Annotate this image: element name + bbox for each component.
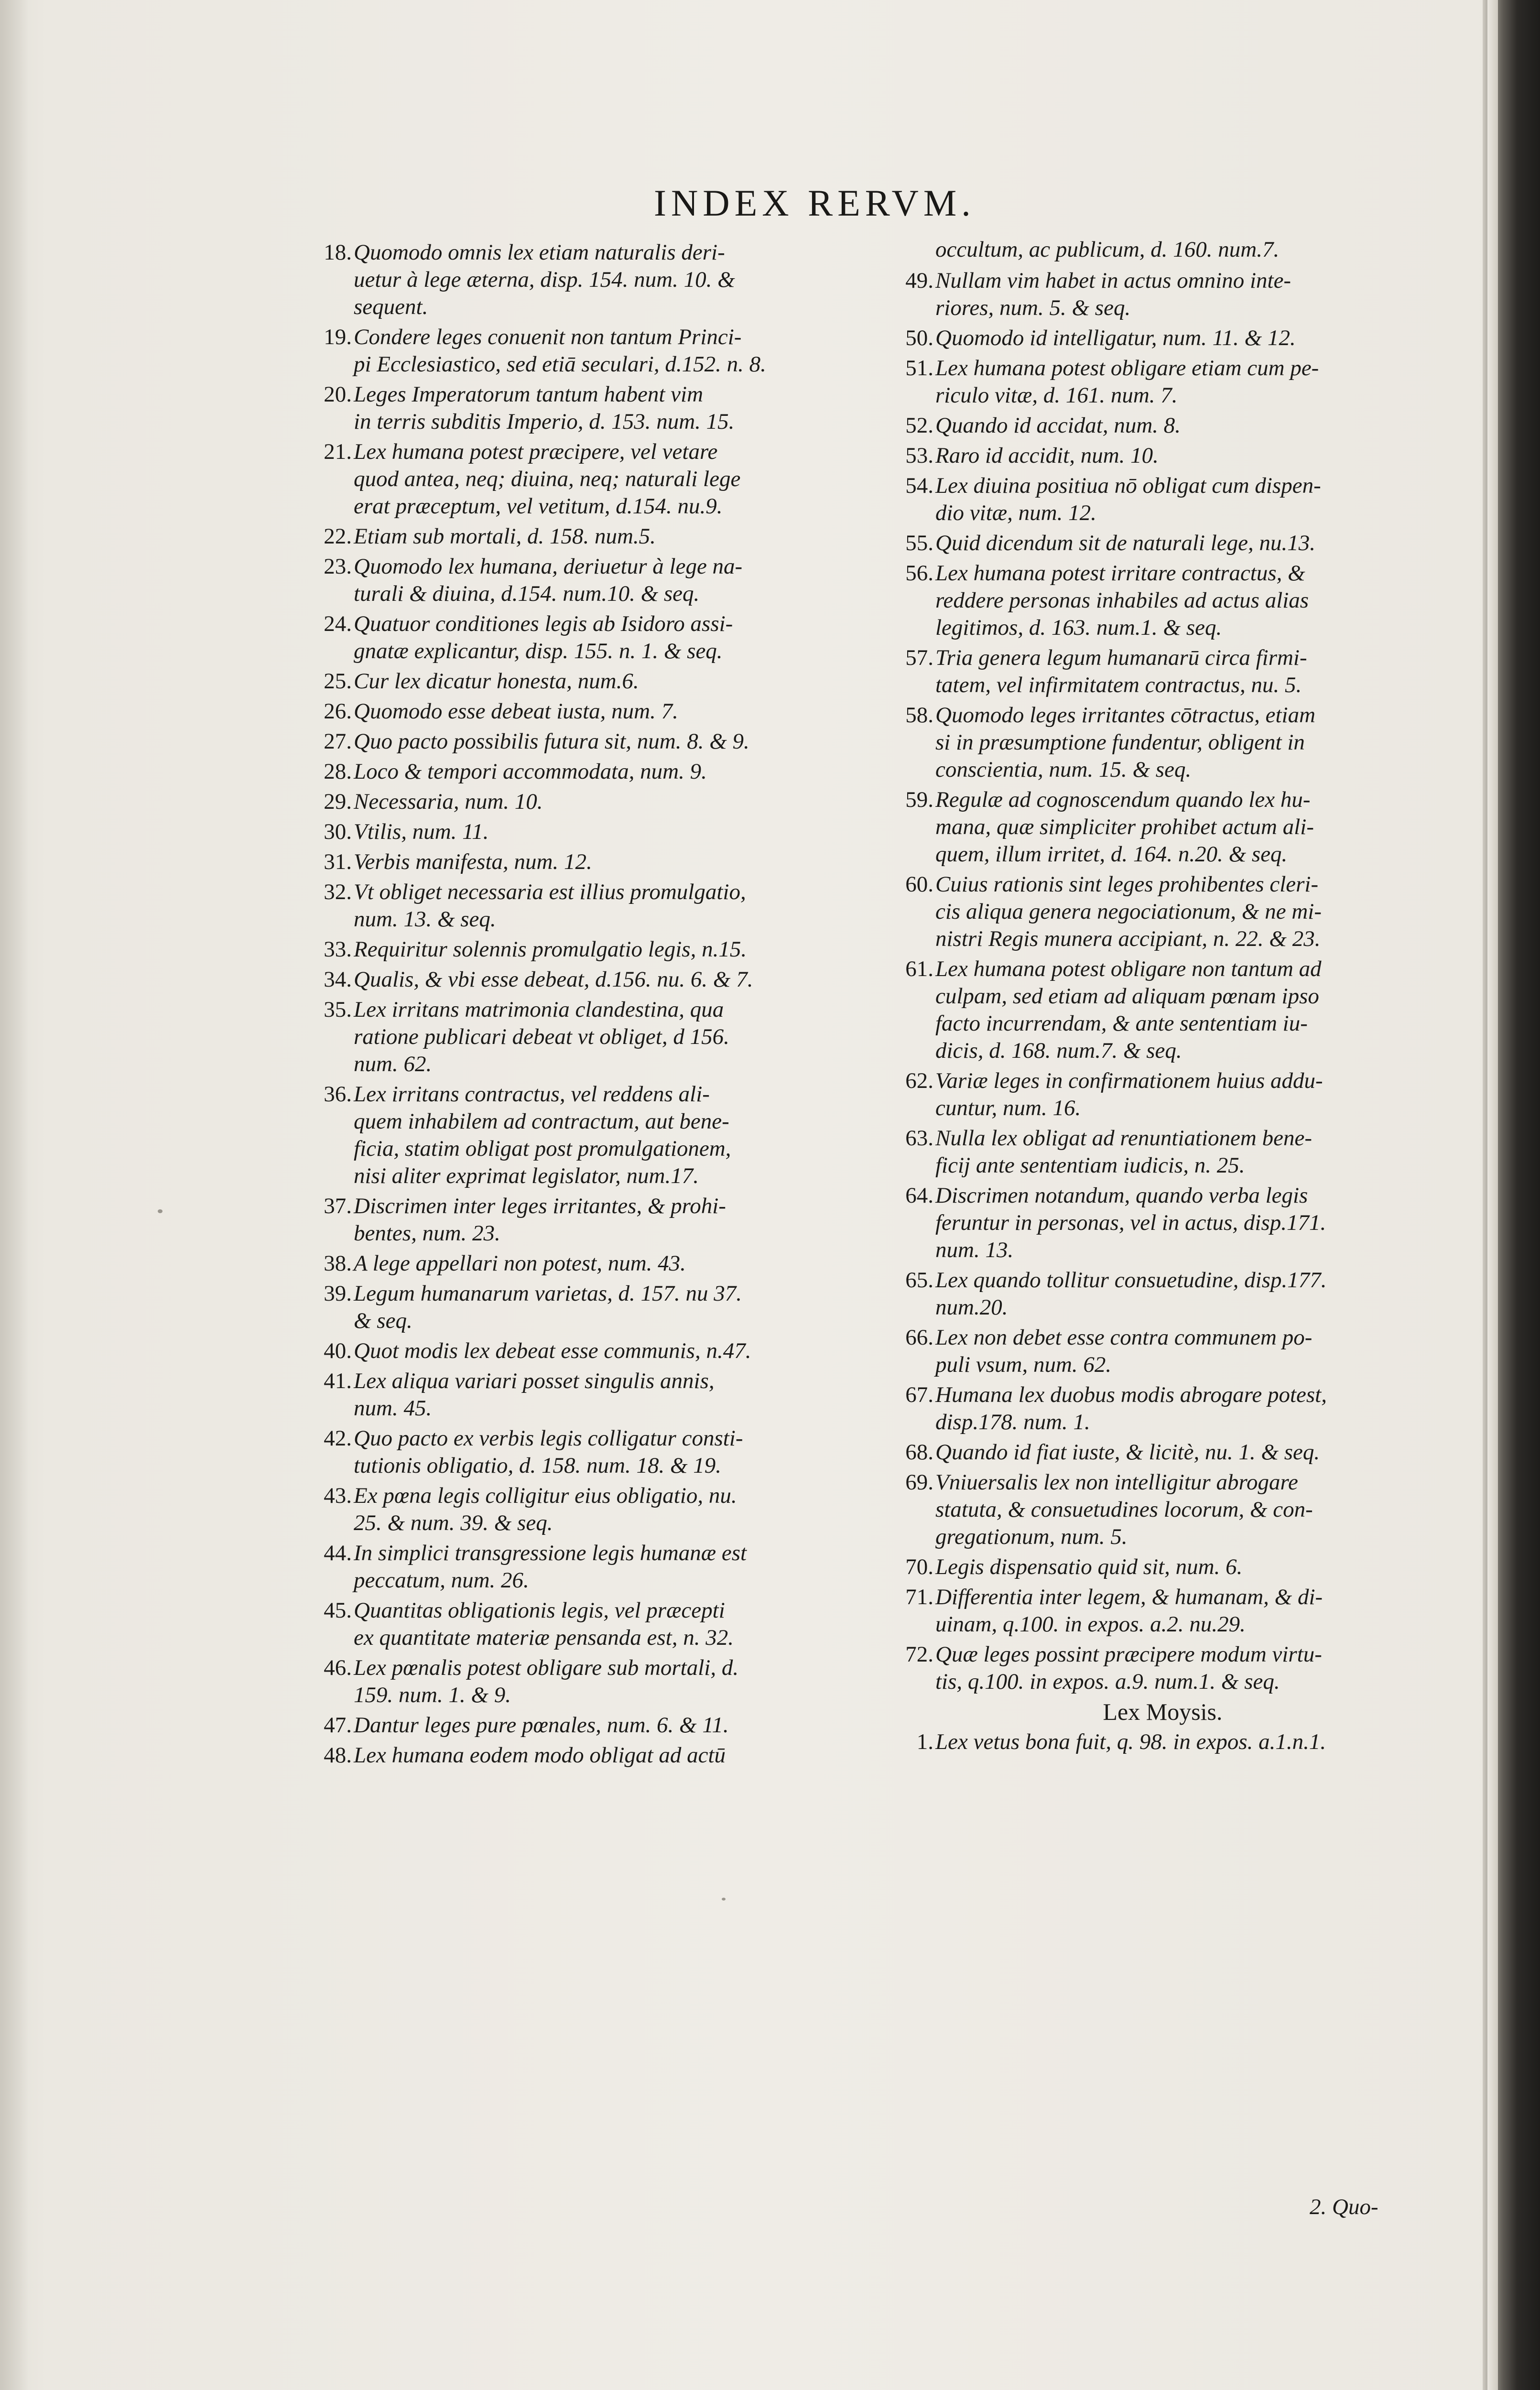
index-entry — [300, 1193, 869, 1247]
entry-text: Quomodo id intelligatur, num. 11. & 12. — [935, 326, 1296, 350]
entry-number: 46. — [324, 1655, 352, 1680]
index-entry — [300, 1368, 869, 1422]
entry-number: 26. — [324, 699, 352, 724]
entry-number: 34. — [324, 967, 352, 992]
entry-number: 60. — [905, 872, 933, 897]
index-entry — [300, 848, 869, 876]
entry-text: Raro id accidit, num. 10. — [935, 443, 1159, 468]
entry-number: 55. — [905, 531, 933, 555]
index-entry — [300, 668, 869, 695]
index-entry — [300, 1597, 869, 1651]
entry-text: Lex quando tollitur consuetudine, disp.177. num.20. — [935, 1268, 1327, 1320]
index-entry — [882, 1182, 1443, 1264]
entry-text: Etiam sub mortali, d. 158. num.5. — [354, 524, 656, 549]
entry-number: 29. — [324, 789, 352, 814]
entry-text: Nullam vim habet in actus omnino inte- riores, num. 5. & seq. — [935, 268, 1291, 320]
entry-text: Quo pacto ex verbis legis colligatur consti- tutionis obligatio, d. 158. num. 18. & 19. — [354, 1426, 743, 1478]
entry-text: Quomodo lex humana, deriuetur à lege na- turali & diuina, d.154. num.10. & seq. — [354, 554, 743, 606]
entry-text: Lex pœnalis potest obligare sub mortali, d. 159. num. 1. & 9. — [354, 1655, 739, 1707]
entry-number: 23. — [324, 554, 352, 579]
entry-number: 41. — [324, 1369, 352, 1393]
entry-text: Lex irritans matrimonia clandestina, qua ratione publicari debeat vt obliget, d 156. num. 62. — [354, 997, 729, 1076]
entry-number: 33. — [324, 937, 352, 962]
index-entry — [882, 325, 1443, 352]
entry-number: 25. — [324, 669, 352, 694]
entry-number: 38. — [324, 1251, 352, 1276]
entry-text: Lex humana potest præcipere, vel vetare quod antea, neq; diuina, neq; naturali lege erat præceptum, vel vetitum, d.154. nu.9. — [354, 439, 741, 519]
index-entry — [300, 1250, 869, 1277]
entry-number: 18. — [324, 240, 352, 265]
entry-number: 64. — [905, 1183, 933, 1208]
index-entry — [300, 381, 869, 435]
index-entry — [300, 728, 869, 755]
index-entry — [300, 239, 869, 321]
entry-text: Requiritur solennis promulgatio legis, n.15. — [354, 937, 747, 962]
index-entry — [300, 610, 869, 665]
index-column-left — [300, 239, 869, 1772]
index-entry — [882, 1324, 1443, 1379]
entry-text: Leges Imperatorum tantum habent vim in terris subditis Imperio, d. 153. num. 15. — [354, 382, 735, 434]
entry-number: 51. — [905, 356, 933, 380]
index-entry — [882, 702, 1443, 783]
entry-text: Lex irritans contractus, vel reddens ali- quem inhabilem ad contractum, aut bene- ficia, statim obligat post promulgationem, nisi aliter exprimat legislator, num.17. — [354, 1082, 731, 1188]
entry-text: Loco & tempori accommodata, num. 9. — [354, 759, 707, 784]
entry-number: 21. — [324, 439, 352, 464]
entry-number: 42. — [324, 1426, 352, 1451]
index-entry — [300, 966, 869, 993]
gutter-shadow — [0, 0, 29, 2390]
entry-number: 45. — [324, 1598, 352, 1623]
index-entry — [300, 1712, 869, 1739]
entry-number: 49. — [905, 268, 933, 293]
entry-text: Lex non debet esse contra communem po- puli vsum, num. 62. — [935, 1325, 1312, 1377]
index-entry — [882, 644, 1443, 699]
entry-text: Necessaria, num. 10. — [354, 789, 543, 814]
entry-number: 20. — [324, 382, 352, 407]
index-entry — [882, 1728, 1443, 1756]
index-entry — [300, 818, 869, 846]
entry-text: Dantur leges pure pœnales, num. 6. & 11. — [354, 1713, 729, 1738]
index-entry — [300, 1425, 869, 1479]
index-entry — [300, 1482, 869, 1537]
entry-text: Verbis manifesta, num. 12. — [354, 849, 592, 874]
entry-number: 40. — [324, 1338, 352, 1363]
continued-entry: occultum, ac publicum, d. 160. num.7. — [935, 237, 1280, 262]
section-entries — [882, 1728, 1443, 1756]
index-entry — [300, 758, 869, 785]
index-entry — [882, 412, 1443, 439]
entry-text: Quomodo leges irritantes cōtractus, etiam si in præsumptione fundentur, obligent in conscientia, num. 15. & seq. — [935, 703, 1316, 782]
index-entry — [882, 530, 1443, 557]
index-entry — [882, 472, 1443, 527]
index-entry — [300, 438, 869, 520]
entry-text: Lex humana potest irritare contractus, & reddere personas inhabiles ad actus alias legitimos, d. 163. num.1. & seq. — [935, 561, 1309, 640]
index-column-right — [882, 236, 1443, 1759]
entry-text: Quomodo esse debeat iusta, num. 7. — [354, 699, 678, 724]
index-entry — [882, 786, 1443, 868]
entry-text: Humana lex duobus modis abrogare potest, disp.178. num. 1. — [935, 1382, 1327, 1434]
paper-speck — [722, 1898, 726, 1901]
entry-text: Lex humana potest obligare etiam cum pe- riculo vitæ, d. 161. num. 7. — [935, 356, 1319, 408]
entry-number: 66. — [905, 1325, 933, 1350]
entry-text: Cur lex dicatur honesta, num.6. — [354, 669, 639, 694]
entry-text: A lege appellari non potest, num. 43. — [354, 1251, 686, 1276]
entry-number: 62. — [905, 1068, 933, 1093]
index-entry — [882, 1439, 1443, 1466]
entry-number: 70. — [905, 1554, 933, 1579]
index-entry — [300, 553, 869, 608]
index-entry — [882, 442, 1443, 469]
entry-text: Condere leges conuenit non tantum Princi- pi Ecclesiastico, sed etiā seculari, d.152. n. 8. — [354, 325, 766, 377]
index-entry — [300, 1280, 869, 1335]
next-page-edge — [1487, 0, 1498, 2390]
entry-text: Vt obliget necessaria est illius promulgatio, num. 13. & seq. — [354, 880, 746, 932]
entry-text: Quantitas obligationis legis, vel præcepti ex quantitate materiæ pensanda est, n. 32. — [354, 1598, 734, 1650]
index-entry — [300, 1081, 869, 1190]
entry-number: 72. — [905, 1642, 933, 1667]
entry-text: Legis dispensatio quid sit, num. 6. — [935, 1554, 1243, 1579]
entry-number: 65. — [905, 1268, 933, 1293]
index-entry — [300, 879, 869, 933]
entry-text: Variæ leges in confirmationem huius addu- cuntur, num. 16. — [935, 1068, 1323, 1120]
entry-text: In simplici transgressione legis humanæ est peccatum, num. 26. — [354, 1541, 747, 1593]
entry-text: Lex humana potest obligare non tantum ad culpam, sed etiam ad aliquam pœnam ipso facto incurrendam, & ante sententiam iu- dicis, d. 168. num.7. & seq. — [935, 956, 1322, 1063]
paper-speck — [158, 1209, 163, 1213]
index-entry — [300, 996, 869, 1078]
entry-number: 63. — [905, 1126, 933, 1151]
entry-number: 67. — [905, 1382, 933, 1407]
entry-text: Quot modis lex debeat esse communis, n.47. — [354, 1338, 751, 1363]
entry-text: Cuius rationis sint leges prohibentes cleri- cis aliqua genera negociationum, & ne mi- nistri Regis munera accipiant, n. 22. & 23. — [935, 872, 1322, 951]
entry-text: Lex vetus bona fuit, q. 98. in expos. a.1.n.1. — [935, 1729, 1326, 1754]
index-entry — [882, 1067, 1443, 1122]
entry-text: Quæ leges possint præcipere modum virtu- tis, q.100. in expos. a.9. num.1. & seq. — [935, 1642, 1322, 1694]
entry-text: Vtilis, num. 11. — [354, 819, 489, 844]
index-entry — [300, 936, 869, 963]
entry-number: 59. — [905, 787, 933, 812]
entry-text: Quatuor conditiones legis ab Isidoro assi- gnatæ explicantur, disp. 155. n. 1. & seq. — [354, 611, 733, 663]
entry-text: Quid dicendum sit de naturali lege, nu.13. — [935, 531, 1315, 555]
entry-text: Quomodo omnis lex etiam naturalis deri- uetur à lege æterna, disp. 154. num. 10. & sequent. — [354, 240, 735, 319]
index-entry — [300, 1540, 869, 1594]
right-entries — [882, 267, 1443, 1695]
entry-text: Nulla lex obligat ad renuntiationem bene- ficij ante sententiam iudicis, n. 25. — [935, 1126, 1312, 1178]
entry-number: 24. — [324, 611, 352, 636]
entry-text: Discrimen inter leges irritantes, & prohi- bentes, num. 23. — [354, 1194, 726, 1246]
entry-text: Quando id accidat, num. 8. — [935, 413, 1181, 438]
index-entry — [300, 788, 869, 815]
index-entry — [300, 523, 869, 550]
index-entry — [882, 1469, 1443, 1551]
index-entry — [882, 1554, 1443, 1581]
index-entry — [300, 1654, 869, 1709]
entry-number: 58. — [905, 703, 933, 728]
index-entry — [882, 871, 1443, 953]
index-entry — [882, 267, 1443, 322]
entry-text: Regulæ ad cognoscendum quando lex hu- mana, quæ simpliciter prohibet actum ali- quem, illum irritet, d. 164. n.20. & seq. — [935, 787, 1314, 867]
index-entry — [300, 1337, 869, 1365]
entry-number: 32. — [324, 880, 352, 904]
entry-number: 56. — [905, 561, 933, 586]
entry-number: 47. — [324, 1713, 352, 1738]
entry-text: Ex pœna legis colligitur eius obligatio, nu. 25. & num. 39. & seq. — [354, 1483, 737, 1535]
entry-number: 1. — [916, 1729, 933, 1754]
entry-number: 44. — [324, 1541, 352, 1565]
entry-number: 61. — [905, 956, 933, 981]
entry-number: 36. — [324, 1082, 352, 1107]
index-entry — [300, 324, 869, 378]
entry-number: 30. — [324, 819, 352, 844]
section-heading: Lex Moysis. — [1103, 1698, 1223, 1725]
entry-number: 53. — [905, 443, 933, 468]
entry-number: 57. — [905, 645, 933, 670]
index-entry — [882, 560, 1443, 641]
index-entry — [882, 956, 1443, 1065]
index-entry — [882, 1584, 1443, 1638]
entry-text: Discrimen notandum, quando verba legis feruntur in personas, vel in actus, disp.171. num. 13. — [935, 1183, 1326, 1262]
entry-number: 22. — [324, 524, 352, 549]
entry-text: Tria genera legum humanarū circa firmi- tatem, vel infirmitatem contractus, nu. 5. — [935, 645, 1307, 697]
entry-number: 54. — [905, 473, 933, 498]
entry-number: 37. — [324, 1194, 352, 1218]
catchword: 2. Quo- — [1310, 2194, 1378, 2219]
entry-text: Legum humanarum varietas, d. 157. nu 37. & seq. — [354, 1281, 742, 1333]
entry-number: 39. — [324, 1281, 352, 1306]
index-entry — [882, 1641, 1443, 1695]
index-entry — [300, 1742, 869, 1769]
entry-text: Vniuersalis lex non intelligitur abrogare statuta, & consuetudines locorum, & con- gregationum, num. 5. — [935, 1470, 1313, 1549]
index-entry — [882, 355, 1443, 409]
entry-number: 52. — [905, 413, 933, 438]
index-entry — [882, 1267, 1443, 1321]
entry-text: Lex humana eodem modo obligat ad actū — [354, 1743, 726, 1768]
entry-text: Quo pacto possibilis futura sit, num. 8. & 9. — [354, 729, 749, 754]
entry-text: Lex diuina positiua nō obligat cum dispen- dio vitæ, num. 12. — [935, 473, 1321, 525]
entry-text: Differentia inter legem, & humanam, & di- uinam, q.100. in expos. a.2. nu.29. — [935, 1585, 1323, 1637]
entry-number: 68. — [905, 1440, 933, 1465]
entry-number: 31. — [324, 849, 352, 874]
page-title: INDEX RERVM. — [654, 182, 976, 224]
entry-number: 27. — [324, 729, 352, 754]
entry-number: 50. — [905, 326, 933, 350]
index-entry — [882, 1125, 1443, 1179]
entry-text: Quando id fiat iuste, & licitè, nu. 1. & seq. — [935, 1440, 1320, 1465]
entry-text: Qualis, & vbi esse debeat, d.156. nu. 6. & 7. — [354, 967, 753, 992]
entry-number: 35. — [324, 997, 352, 1022]
index-entry — [300, 698, 869, 725]
entry-number: 43. — [324, 1483, 352, 1508]
entry-number: 19. — [324, 325, 352, 349]
entry-number: 69. — [905, 1470, 933, 1495]
book-edge — [1483, 0, 1540, 2390]
index-entry — [882, 1381, 1443, 1436]
entry-number: 71. — [905, 1585, 933, 1609]
entry-number: 28. — [324, 759, 352, 784]
entry-text: Lex aliqua variari posset singulis annis, num. 45. — [354, 1369, 715, 1421]
entry-number: 48. — [324, 1743, 352, 1768]
